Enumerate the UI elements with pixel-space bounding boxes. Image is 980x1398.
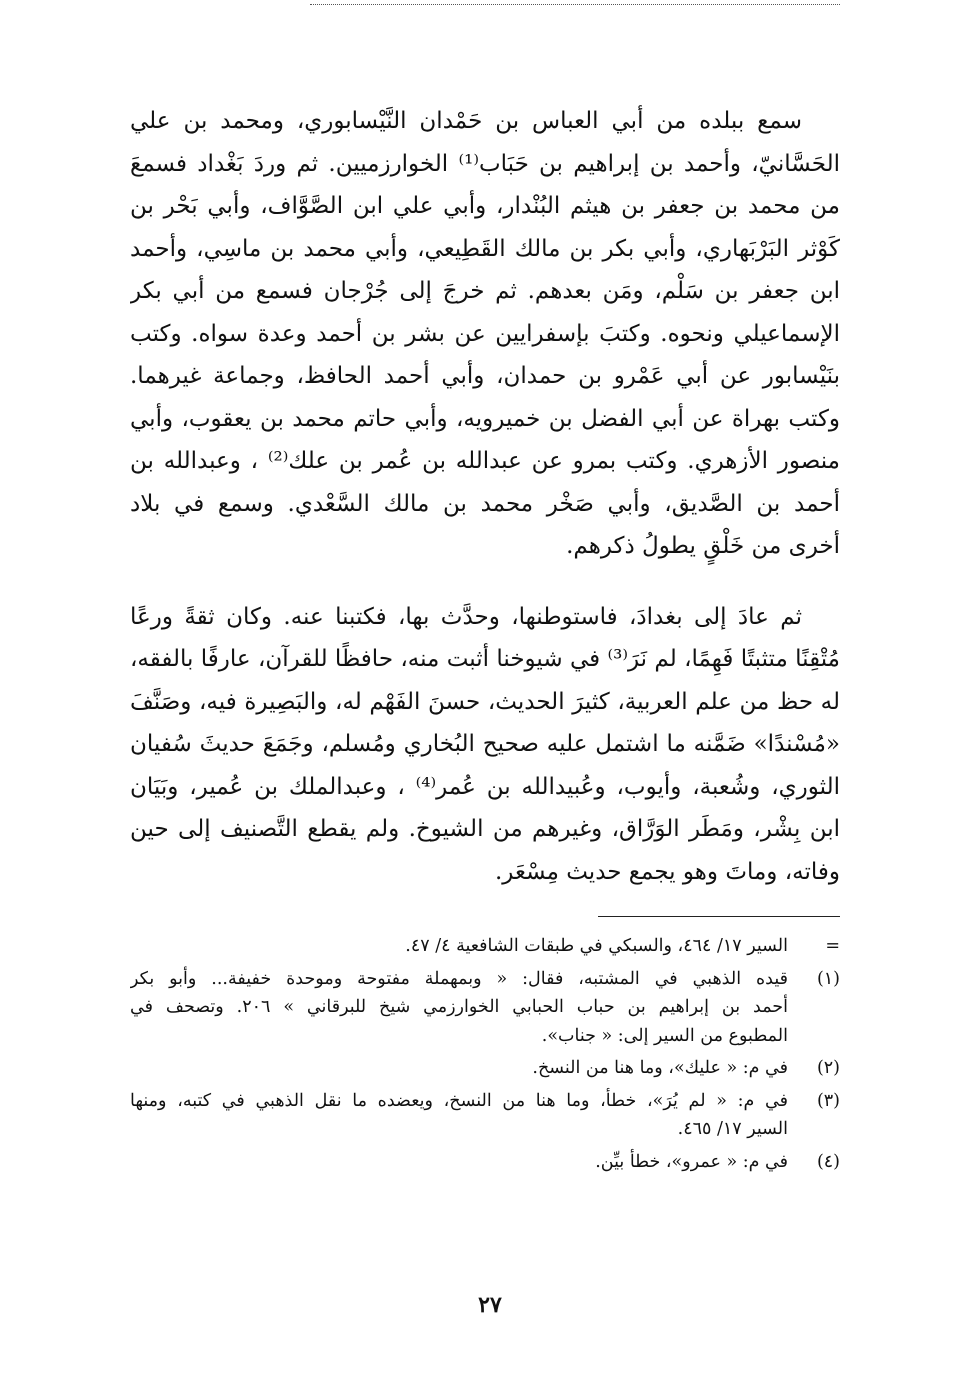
text-line: «مُسْندًا» ضَمَّنه ما اشتمل عليه صحيح البُخاري ومُسلم، وجَمَعَ حديثَ سُفيان: [130, 731, 840, 757]
footnote-number: =: [825, 936, 840, 956]
footnote-number: (٣): [816, 1090, 840, 1111]
footnote-number: (٤): [816, 1151, 840, 1172]
footnote-line: قيده الذهبي في المشتبه، فقال: « وبمهملة مفتوحة وموحدة خفيفة... وأبو بكر: [130, 968, 788, 989]
text-line: وكتب بهراة عن أبي الفضل بن خميرويه، وأبي حاتم محمد بن يعقوب، وأبي: [130, 405, 840, 432]
text-line: الحَسَّانيّ، وأحمد بن إبراهيم بن حَبَاب⁽¹⁾ الخوارزميين. ثم وردَ بَغْداد فسمعَ: [130, 150, 840, 177]
text-line: له حظ من علم العربية، كثيرَ الحديث، حسنَ الفَهْم له، والبَصِيرة فيه، وصَنَّفَ: [130, 688, 840, 715]
footnote: [130, 1054, 840, 1083]
text-line: الثوري، وشُعبة، وأيوب، وعُبيدالله بن عُمر⁽⁴⁾ ، وعبدالملك بن عُمير، وبَيَان: [130, 773, 840, 800]
footnote-line: في م: « عليك»، وما هنا من النسخ.: [532, 1058, 788, 1078]
text-line: الإسماعيلي ونحوه. وكتبَ بإسفرايين عن بشر بن أحمد وعدة سواه. وكتب: [130, 320, 840, 347]
text-line: منصور الأزهري. وكتب بمرو عن عبدالله بن عُمر بن علك⁽²⁾ ، وعبدالله بن: [130, 448, 840, 474]
footnote-number: (١): [816, 968, 840, 989]
footnote-text: [130, 1087, 788, 1144]
footnote-separator: [598, 916, 840, 917]
top-dotted-rule: [310, 4, 840, 5]
text-line: كَوْثر البَرْبَهاري، وأبي بكر بن مالك القَطِيعي، وأبي محمد بن ماسِي، وأحمد: [130, 235, 840, 262]
page-number: ٢٧: [478, 1292, 502, 1318]
footnote-line: في م: « عمرو»، خطأ بيِّن.: [595, 1151, 788, 1172]
text-line: سمع ببلده من أبي العباس بن حَمْدان النَّيْسابوري، ومحمد بن علي: [130, 108, 802, 134]
footnote: [130, 1087, 840, 1144]
footnote: [130, 932, 840, 961]
text-line: أحمد بن الصَّديق، وأبي صَخْر محمد بن مالك السَّعْدي. وسمع في بلاد: [130, 490, 840, 517]
text-line: من محمد بن جعفر بن هيثم البُنْدار، وأبي علي ابن الصَّوَّاف، وأبي بَحْر بن: [130, 193, 840, 219]
text-line: مُتْقِنًا متثبتًا فَهِمًا، لم نَرَ⁽³⁾ في شيوخنا أثبت منه، حافظًا للقرآن، عارفًا بالفقه،: [130, 646, 840, 672]
footnote-line: السير ١٧/ ٤٦٥.: [677, 1119, 788, 1139]
footnote-line: المطبوع من السير إلى: « جناب».: [541, 1025, 788, 1046]
footnote-line: السير ١٧/ ٤٦٤، والسبكي في طبقات الشافعية ٤/ ٤٧.: [405, 936, 788, 956]
text-line: ابن جعفر بن سَلْم، ومَن بعدهم. ثم خرجَ إلى جُرْجان فسمع من أبي بكر: [130, 278, 840, 304]
footnote-text: [130, 1148, 788, 1177]
footnote-line: في م: « لم يُرَ»، خطأ، وما هنا من النسخ، ويعضده ما نقل الذهبي في كتبه، ومنها: [130, 1090, 788, 1111]
text-line: بنَيْسابور عن أبي عَمْرو بن حمدان، وأبي أحمد الحافظ، وجماعة غيرهما.: [130, 363, 840, 389]
footnote-text: [130, 932, 788, 961]
text-line: ثم عادَ إلى بغدادَ، فاستوطنها، وحدَّث بها، فكتبنا عنه. وكان ثقةً ورعًا: [130, 603, 802, 630]
footnote: [130, 965, 840, 1051]
paragraph-1: [130, 100, 840, 568]
footnote-text: [130, 1054, 788, 1083]
text-line: وفاته، وماتَ وهو يجمع حديث مِسْعَر.: [494, 858, 840, 885]
text-line: أخرى من خَلْقٍ يطولُ ذكرهم.: [566, 533, 840, 559]
footnote-line: أحمد بن إبراهيم بن حباب الحبابي الخوارزمي شيخ للبرقاني » ٢٠٦. وتصحف في: [130, 997, 788, 1017]
footnote-number: (٢): [816, 1058, 840, 1078]
footnotes: [130, 932, 840, 1180]
footnote: [130, 1148, 840, 1177]
footnote-text: [130, 965, 788, 1051]
main-text: [130, 100, 840, 893]
text-line: ابن بِشْر، ومَطَر الوَرَّاق، وغيرهم من الشيوخ. ولم يقطع التَّصنيف إلى حين: [130, 816, 840, 842]
paragraph-2: [130, 596, 840, 894]
